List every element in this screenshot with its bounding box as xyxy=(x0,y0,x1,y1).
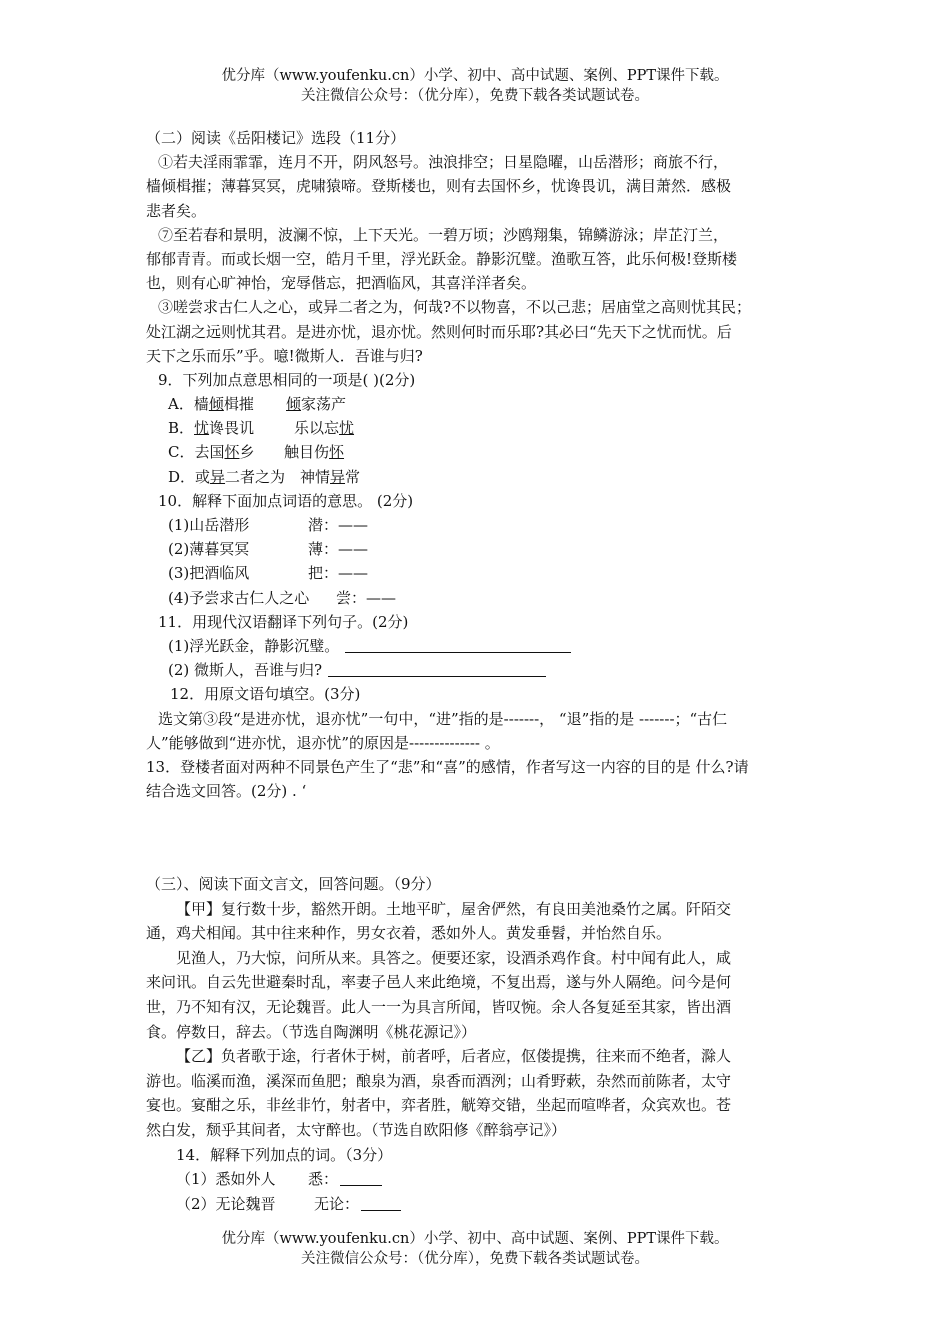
question-11-item: (2) 微斯人，吾谁与归? xyxy=(146,658,806,682)
question-9-option: B．忧谗畏讥 乐以忘忧 xyxy=(168,419,355,438)
passage-jia-line: 世，乃不知有汉，无论魏晋。此人一一为具言所闻，皆叹惋。余人各复延至其家，皆出酒 xyxy=(146,997,732,1016)
question-10-item: (1)山岳潜形 潜：—— xyxy=(168,516,369,534)
passage-para-2-line: 也，则有心旷神怡，宠辱偕忘，把酒临风，其喜洋洋者矣。 xyxy=(146,274,537,293)
question-9-stem: 9．下列加点意思相同的一项是( )(2分) xyxy=(158,370,416,389)
passage-jia-line: 见渔人，乃大惊，问所从来。具答之。便要还家，设酒杀鸡作食。村中闻有此人，咸 xyxy=(176,948,732,967)
question-12-line: 人”能够做到“进亦忧，退亦忧”的原因是-------------- 。 xyxy=(146,733,500,752)
passage-yi-line: 【乙】负者歌于途，行者休于树，前者呼，后者应，伛偻提携，往来而不绝者，滁人 xyxy=(176,1047,732,1066)
passage-jia-line: 通，鸡犬相闻。其中往来种作，男女衣着，悉如外人。黄发垂髫，并怡然自乐。 xyxy=(146,924,672,943)
question-13-line: 结合选文回答。(2分) . ‘ xyxy=(146,782,307,801)
passage-para-3-line: 天下之乐而乐”乎。噫!微斯人．吾谁与归? xyxy=(146,346,423,365)
passage-para-1-line: ①若夫淫雨霏霏，连月不开，阴风怒号。浊浪排空；日星隐曜，山岳潜形；商旅不行， xyxy=(158,153,729,172)
question-9-option: D．或异二者之为 神情异常 xyxy=(168,467,361,486)
question-11-item: (1)浮光跃金，静影沉璧。 xyxy=(146,634,806,658)
question-12-stem: 12．用原文语句填空。(3分) xyxy=(170,685,361,704)
page-footer xyxy=(0,1229,950,1269)
passage-yi-line: 宴也。宴酣之乐，非丝非竹，射者中，弈者胜，觥筹交错，坐起而喧哗者，众宾欢也。苍 xyxy=(146,1096,732,1115)
section-2-title: （二）阅读《岳阳楼记》选段（11分） xyxy=(146,129,406,147)
passage-para-1-line: 悲者矣。 xyxy=(146,201,207,220)
passage-jia-line: 来问讯。自云先世避秦时乱，率妻子邑人来此绝境，不复出焉，遂与外人隔绝。问今是何 xyxy=(146,973,732,992)
question-12-line: 选文第③段“是进亦忧，退亦忧”一句中，“进”指的是-------， “退”指的是 -------；“古仁 xyxy=(158,709,728,728)
passage-para-2-line: 郁郁青青。而或长烟一空，皓月千里，浮光跃金。静影沉璧。渔歌互答，此乐何极!登斯楼 xyxy=(146,249,738,268)
passage-yi-line: 游也。临溪而渔，溪深而鱼肥；酿泉为酒，泉香而酒洌；山肴野蔌，杂然而前陈者，太守 xyxy=(146,1071,732,1090)
question-14-item: （2）无论魏晋 无论： xyxy=(146,1192,806,1217)
passage-jia-line: 食。停数日，辞去。（节选自陶渊明《桃花源记》） xyxy=(146,1022,477,1041)
question-9-option: A．樯倾楫摧 倾家荡产 xyxy=(168,395,347,414)
question-14-stem: 14．解释下列加点的词。（3分） xyxy=(176,1145,393,1164)
question-10-item: (3)把酒临风 把：—— xyxy=(168,564,369,583)
question-14-item: （1）悉如外人 悉： xyxy=(146,1167,806,1192)
answer-blank[interactable] xyxy=(340,1169,382,1186)
answer-blank[interactable] xyxy=(361,1194,401,1211)
question-13-line: 13．登楼者面对两种不同景色产生了“悲”和“喜”的感情，作者写这一内容的目的是 什么?请 xyxy=(146,757,749,776)
header-line-2: 关注微信公众号：（优分库），免费下载各类试题试卷。 xyxy=(301,88,649,104)
answer-blank[interactable] xyxy=(328,660,546,677)
question-9-option: C．去国怀乡 触目伤怀 xyxy=(168,443,345,462)
section-3-title: （三）、阅读下面文言文，回答问题。（9分） xyxy=(146,875,441,893)
passage-yi-line: 然白发，颓乎其间者，太守醉也。（节选自欧阳修《醉翁亭记》） xyxy=(146,1120,567,1139)
passage-para-3-line: ③嗟尝求古仁人之心，或异二者之为，何哉?不以物喜，不以己悲；居庙堂之高则忧其民； xyxy=(158,298,752,317)
footer-line-1: 优分库（www.youfenku.cn）小学、初中、高中试题、案例、PPT课件下载。 xyxy=(221,1231,729,1247)
passage-para-3-line: 处江湖之远则忧其君。是进亦忧，退亦忧。然则何时而乐耶?其必曰“先天下之忧而忧。后 xyxy=(146,322,732,341)
header-line-1: 优分库（www.youfenku.cn）小学、初中、高中试题、案例、PPT课件下载。 xyxy=(221,68,729,84)
passage-jia-line: 【甲】复行数十步，豁然开朗。土地平旷，屋舍俨然，有良田美池桑竹之属。阡陌交 xyxy=(176,899,732,918)
question-10-item: (4)予尝求古仁人之心 尝：—— xyxy=(168,588,397,607)
footer-line-2: 关注微信公众号：（优分库），免费下载各类试题试卷。 xyxy=(301,1251,649,1267)
question-10-item: (2)薄暮冥冥 薄：—— xyxy=(168,540,369,559)
page-header xyxy=(0,66,950,106)
question-11-stem: 11．用现代汉语翻译下列句子。(2分) xyxy=(158,612,409,631)
section-3 xyxy=(146,872,806,1216)
passage-para-2-line: ⑦至若春和景明，波澜不惊，上下天光。一碧万顷；沙鸥翔集，锦鳞游泳；岸芷汀兰， xyxy=(158,225,729,244)
question-10-stem: 10．解释下面加点词语的意思。 (2分) xyxy=(158,491,414,510)
section-2 xyxy=(146,126,806,803)
passage-para-1-line: 樯倾楫摧；薄暮冥冥，虎啸猿啼。登斯楼也，则有去国怀乡，忧谗畏讥，满目萧然．感极 xyxy=(146,177,732,196)
answer-blank[interactable] xyxy=(345,636,571,653)
